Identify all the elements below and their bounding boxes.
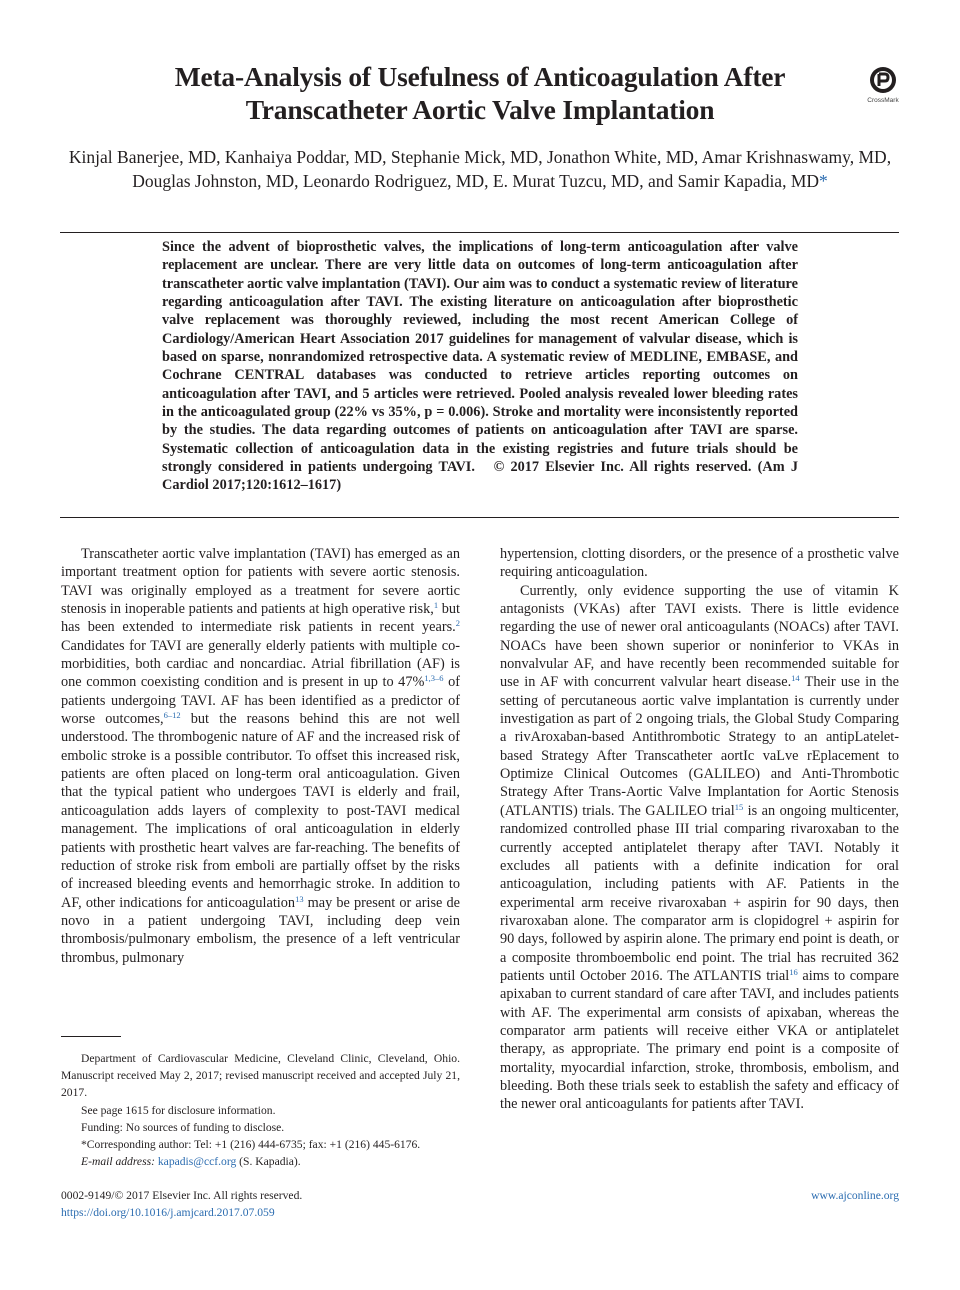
citation-ref[interactable]: 1,3–6 [424,673,444,684]
funding-note: Funding: No sources of funding to disclose. [81,1120,285,1134]
abstract [162,238,798,495]
abstract-bottom-rule [60,517,899,518]
authors-text: Kinjal Banerjee, MD, Kanhaiya Poddar, MD, Stephanie Mick, MD, Jonathon White, MD, Amar Krishnaswamy, MD, Douglas Johnston, MD, Leonardo Rodriguez, MD, E. Murat Tuzcu, MD, and Samir Kapadia, MD [68,147,892,191]
citation-ref[interactable]: 13 [295,893,304,904]
citation-ref[interactable]: 14 [791,673,800,684]
email-note: E-mail address: kapadis@ccf.org (S. Kapadia). [81,1155,301,1169]
affiliation-note: Department of Cardiovascular Medicine, Cleveland Clinic, Cleveland, Ohio. Manuscript received May 2, 2017; revised manuscript received and accepted July 21, 2017. [61,1052,460,1100]
footnote-rule [61,1036,121,1037]
doi-link[interactable]: https://doi.org/10.1016/j.amjcard.2017.07.059 [61,1206,275,1219]
footnotes [61,1050,460,1170]
author-list [60,146,900,193]
citation-ref[interactable]: 16 [789,966,798,977]
continued-paragraph: hypertension, clotting disorders, or the presence of a prosthetic valve requiring anticoagulation. [500,546,899,581]
email-link[interactable]: kapadis@ccf.org [157,1155,237,1169]
citation-ref[interactable]: 2 [455,618,460,629]
citation-ref[interactable]: 1 [433,600,439,611]
trials-paragraph: Currently, only evidence supporting the use of vitamin K antagonists (VKAs) after TAVI exists. There is little evidence regarding the use of newer oral anticoagulants (NOACs) after TAVI. NOACs have been shown superior or noninferior to VKAs in nonvalvular AF, and have recently been recommended suitable for use in AF with concurrent valvular heart disease.$^{14}$ Their use in the setting of percutaneous aortic valve implantation is currently under investigation as part of 2 ongoing trials, the Global Study Comparing a rivAroxaban-based Antithrombotic Strategy to an antipLatelet-based Strategy After Transcatheter aortIc vaLve rEplacement to Optimize Clinical Outcomes (GALILEO) and Anti-Thrombotic Strategy After Trans-Aortic Valve Implantation for Aortic Stenosis (ATLANTIS) trials. The GALILEO trial$^{15}$ is an ongoing multicenter, randomized controlled phase III trial comparing rivaroxaban to the currently accepted antiplatelet therapy after TAVI. Notably it excludes all patients with a definite indication for oral anticoagulation, including patients with AF. Patients in the experimental arm receive rivaroxaban + aspirin for 90 days, then rivaroxaban alone. The comparator arm is clopidogrel + aspirin for 90 days, followed by aspirin alone. The primary end point is death, or a composite thromboembolic end point. The trial has recruited 362 patients until October 2016. The ATLANTIS trial$^{16}$ aims to compare apixaban to current standard of care after TAVI, and includes patients with AF. The experimental arm consists of apixaban, whereas the comparator arm patients will receive either VKA or antiplatelet therapy, as appropriate. The primary end point is a composite of mortality, myocardial infarction, stroke, thrombosis, embolism, and bleeding. Both these trials seek to establish the safety and efficacy of the newer oral anticoagulants for patients after TAVI. [500,582,899,1113]
crossmark-label: CrossMark [867,97,899,104]
abstract-top-rule [60,232,899,233]
disclosure-note: See page 1615 for disclosure information. [81,1103,276,1117]
crossmark-icon [869,66,897,94]
crossmark-badge[interactable] [866,66,900,106]
citation-ref[interactable]: 6–12 [163,710,181,721]
corresponding-note: *Corresponding author: Tel: +1 (216) 444-6735; fax: +1 (216) 445-6176. [81,1138,421,1152]
article-title: Meta-Analysis of Usefulness of Anticoagulation After Transcatheter Aortic Valve Implantation [174,61,786,125]
footer-left [61,1187,302,1221]
abstract-copyright: © 2017 Elsevier Inc. All rights reserved. (Am J Cardiol 2017;120:1612–1617) [162,459,798,494]
right-column [500,545,899,1114]
abstract-text: Since the advent of bioprosthetic valves, the implications of long-term anticoagulation after valve replacement are unclear. There are very little data on outcomes of long-term anticoagulation after transcatheter aortic valve implantation (TAVI). Our aim was to conduct a systematic review of literature regarding anticoagulation after TAVI. The existing literature on anticoagulation after bioprosthetic valve replacement was thoroughly reviewed, including the most recent American College of Cardiology/American Heart Association 2017 guidelines for management of valvular disease, which is based on sparse, nonrandomized retrospective data. A systematic review of MEDLINE, EMBASE, and Cochrane CENTRAL databases was conducted to retrieve articles reporting outcomes on anticoagulation after TAVI, and 5 articles were retrieved. Pooled analysis revealed lower bleeding rates in the anticoagulated group (22% vs 35%, p = 0.006). Stroke and mortality were inconsistently reported by the studies. The data regarding outcomes of patients on anticoagulation after TAVI are sparse. Systematic collection of anticoagulation data in the existing registries and future trials should be strongly considered in patients undergoing TAVI. [162,239,798,476]
intro-paragraph: Transcatheter aortic valve implantation (TAVI) has emerged as an important treatment option for patients with severe aortic stenosis. TAVI was originally employed as a treatment for severe aortic stenosis in inoperable patients and patients at high operative risk,$^1$ but has been extended to intermediate risk patients in recent years.$^2$ Candidates for TAVI are generally elderly patients with multiple co-morbidities, both cardiac and noncardiac. Atrial fibrillation (AF) is one common coexisting condition and is present in up to 47%$^{1,3-6}$ of patients undergoing TAVI. AF has been identified as a predictor of worse outcomes,$^{6-12}$ but the reasons behind this are not well understood. The thrombogenic nature of AF and the increased risk of embolic stroke is a possible contributor. To offset this increased risk, patients are often placed on long-term oral anticoagulation. Given that the typical patient who undergoes TAVI is elderly and frail, anticoagulation adds layers of complexity to post-TAVI medical management. The implications of oral anticoagulation in elderly patients with prosthetic heart valves are far-reaching. The benefits of reduction of stroke risk from emboli are partially offset by the risks of increased bleeding events and hemorrhagic stroke. In addition to AF, other indications for anticoagulation$^{13}$ may be present or arise de novo in a patient undergoing TAVI, including deep vein thrombosis/pulmonary embolism, the presence of a left ventricular thrombus, pulmonary [61,546,460,966]
left-column [61,545,460,967]
journal-website-link[interactable]: www.ajconline.org [811,1189,899,1202]
issn-copyright: 0002-9149/© 2017 Elsevier Inc. All rights reserved. [61,1189,303,1202]
citation-ref[interactable]: 15 [734,801,744,812]
corresponding-author-mark[interactable]: * [819,170,828,191]
